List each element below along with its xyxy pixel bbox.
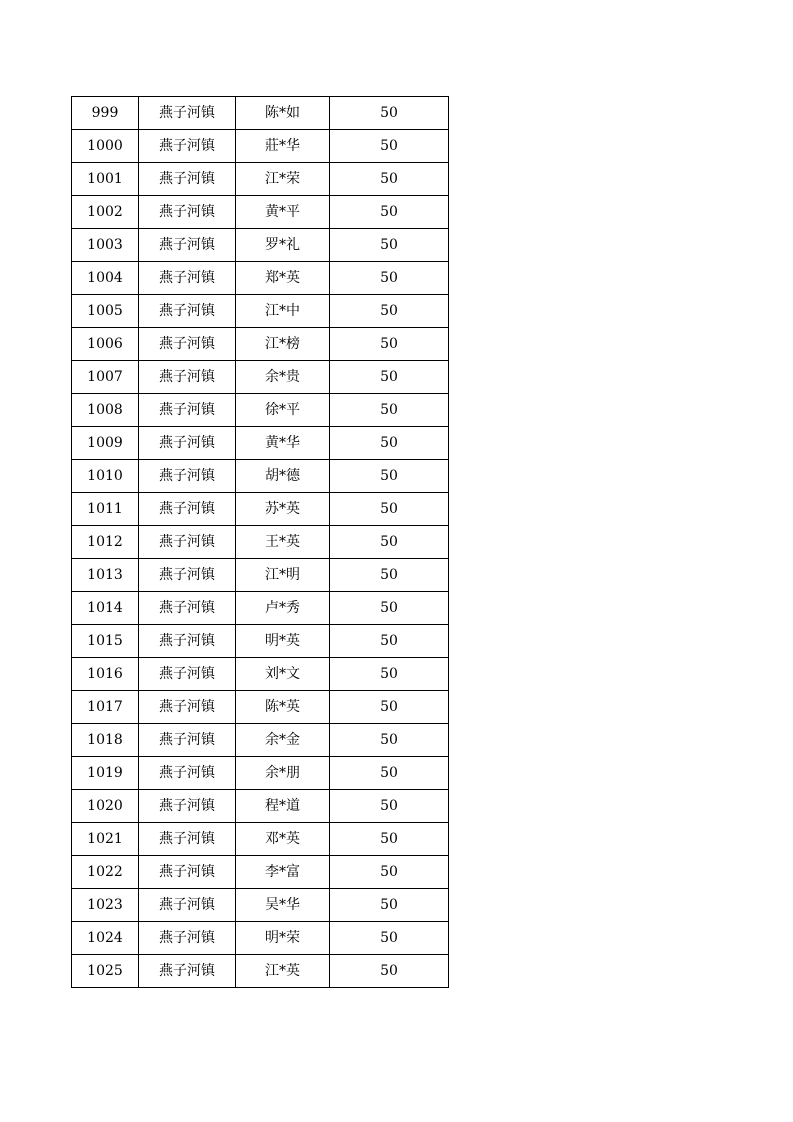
town-cell: 燕子河镇: [139, 394, 236, 427]
table-row: [72, 295, 449, 328]
name-cell: 江*荣: [236, 163, 330, 196]
table-row: [72, 922, 449, 955]
table-row: [72, 163, 449, 196]
table-row: [72, 394, 449, 427]
amount-cell: 50: [330, 361, 449, 394]
row-number-cell: 1020: [72, 790, 139, 823]
town-cell: 燕子河镇: [139, 163, 236, 196]
table-row: [72, 196, 449, 229]
town-cell: 燕子河镇: [139, 724, 236, 757]
row-number-cell: 1019: [72, 757, 139, 790]
name-cell: 程*道: [236, 790, 330, 823]
amount-cell: 50: [330, 724, 449, 757]
row-number-cell: 1022: [72, 856, 139, 889]
row-number-cell: 1017: [72, 691, 139, 724]
amount-cell: 50: [330, 460, 449, 493]
town-cell: 燕子河镇: [139, 427, 236, 460]
town-cell: 燕子河镇: [139, 625, 236, 658]
name-cell: 吴*华: [236, 889, 330, 922]
amount-cell: 50: [330, 889, 449, 922]
table-row: [72, 493, 449, 526]
name-cell: 胡*德: [236, 460, 330, 493]
table-row: [72, 889, 449, 922]
table-row: [72, 328, 449, 361]
row-number-cell: 1003: [72, 229, 139, 262]
row-number-cell: 1004: [72, 262, 139, 295]
row-number-cell: 1023: [72, 889, 139, 922]
table-row: [72, 460, 449, 493]
table-row: [72, 691, 449, 724]
amount-cell: 50: [330, 526, 449, 559]
row-number-cell: 1013: [72, 559, 139, 592]
town-cell: 燕子河镇: [139, 922, 236, 955]
name-cell: 江*明: [236, 559, 330, 592]
amount-cell: 50: [330, 823, 449, 856]
table-row: [72, 592, 449, 625]
amount-cell: 50: [330, 625, 449, 658]
amount-cell: 50: [330, 229, 449, 262]
amount-cell: 50: [330, 427, 449, 460]
table-row: [72, 955, 449, 988]
town-cell: 燕子河镇: [139, 856, 236, 889]
name-cell: 江*英: [236, 955, 330, 988]
name-cell: 刘*文: [236, 658, 330, 691]
row-number-cell: 1009: [72, 427, 139, 460]
row-number-cell: 1002: [72, 196, 139, 229]
town-cell: 燕子河镇: [139, 361, 236, 394]
name-cell: 李*富: [236, 856, 330, 889]
town-cell: 燕子河镇: [139, 526, 236, 559]
row-number-cell: 1001: [72, 163, 139, 196]
row-number-cell: 1008: [72, 394, 139, 427]
town-cell: 燕子河镇: [139, 691, 236, 724]
name-cell: 卢*秀: [236, 592, 330, 625]
name-cell: 陈*英: [236, 691, 330, 724]
amount-cell: 50: [330, 691, 449, 724]
amount-cell: 50: [330, 262, 449, 295]
name-cell: 莊*华: [236, 130, 330, 163]
town-cell: 燕子河镇: [139, 790, 236, 823]
row-number-cell: 1011: [72, 493, 139, 526]
table-body: [72, 97, 449, 988]
name-cell: 王*英: [236, 526, 330, 559]
row-number-cell: 1025: [72, 955, 139, 988]
town-cell: 燕子河镇: [139, 493, 236, 526]
table-row: [72, 658, 449, 691]
row-number-cell: 1010: [72, 460, 139, 493]
name-cell: 罗*礼: [236, 229, 330, 262]
row-number-cell: 1000: [72, 130, 139, 163]
row-number-cell: 1021: [72, 823, 139, 856]
town-cell: 燕子河镇: [139, 559, 236, 592]
name-cell: 明*英: [236, 625, 330, 658]
town-cell: 燕子河镇: [139, 592, 236, 625]
town-cell: 燕子河镇: [139, 130, 236, 163]
amount-cell: 50: [330, 493, 449, 526]
row-number-cell: 1016: [72, 658, 139, 691]
name-cell: 邓*英: [236, 823, 330, 856]
amount-cell: 50: [330, 757, 449, 790]
table-row: [72, 526, 449, 559]
table-row: [72, 625, 449, 658]
name-cell: 陈*如: [236, 97, 330, 130]
town-cell: 燕子河镇: [139, 295, 236, 328]
amount-cell: 50: [330, 163, 449, 196]
town-cell: 燕子河镇: [139, 229, 236, 262]
table-row: [72, 427, 449, 460]
row-number-cell: 1007: [72, 361, 139, 394]
table-row: [72, 823, 449, 856]
amount-cell: 50: [330, 196, 449, 229]
name-cell: 江*中: [236, 295, 330, 328]
town-cell: 燕子河镇: [139, 262, 236, 295]
row-number-cell: 999: [72, 97, 139, 130]
table-row: [72, 724, 449, 757]
amount-cell: 50: [330, 328, 449, 361]
amount-cell: 50: [330, 955, 449, 988]
town-cell: 燕子河镇: [139, 196, 236, 229]
name-cell: 黄*平: [236, 196, 330, 229]
row-number-cell: 1018: [72, 724, 139, 757]
amount-cell: 50: [330, 922, 449, 955]
amount-cell: 50: [330, 97, 449, 130]
amount-cell: 50: [330, 790, 449, 823]
row-number-cell: 1006: [72, 328, 139, 361]
town-cell: 燕子河镇: [139, 460, 236, 493]
amount-cell: 50: [330, 559, 449, 592]
name-cell: 徐*平: [236, 394, 330, 427]
table-row: [72, 97, 449, 130]
amount-cell: 50: [330, 658, 449, 691]
name-cell: 黄*华: [236, 427, 330, 460]
table-row: [72, 262, 449, 295]
table-row: [72, 757, 449, 790]
table-row: [72, 559, 449, 592]
town-cell: 燕子河镇: [139, 823, 236, 856]
table-row: [72, 856, 449, 889]
row-number-cell: 1012: [72, 526, 139, 559]
row-number-cell: 1005: [72, 295, 139, 328]
name-cell: 江*榜: [236, 328, 330, 361]
name-cell: 明*荣: [236, 922, 330, 955]
amount-cell: 50: [330, 856, 449, 889]
name-cell: 苏*英: [236, 493, 330, 526]
table-row: [72, 130, 449, 163]
town-cell: 燕子河镇: [139, 658, 236, 691]
row-number-cell: 1014: [72, 592, 139, 625]
amount-cell: 50: [330, 394, 449, 427]
row-number-cell: 1024: [72, 922, 139, 955]
table-row: [72, 790, 449, 823]
amount-cell: 50: [330, 295, 449, 328]
name-cell: 余*金: [236, 724, 330, 757]
town-cell: 燕子河镇: [139, 955, 236, 988]
row-number-cell: 1015: [72, 625, 139, 658]
name-cell: 余*朋: [236, 757, 330, 790]
table-row: [72, 361, 449, 394]
amount-cell: 50: [330, 130, 449, 163]
town-cell: 燕子河镇: [139, 97, 236, 130]
name-cell: 郑*英: [236, 262, 330, 295]
name-cell: 余*贵: [236, 361, 330, 394]
amount-cell: 50: [330, 592, 449, 625]
town-cell: 燕子河镇: [139, 889, 236, 922]
town-cell: 燕子河镇: [139, 757, 236, 790]
town-cell: 燕子河镇: [139, 328, 236, 361]
table-row: [72, 229, 449, 262]
data-table: [71, 96, 449, 988]
